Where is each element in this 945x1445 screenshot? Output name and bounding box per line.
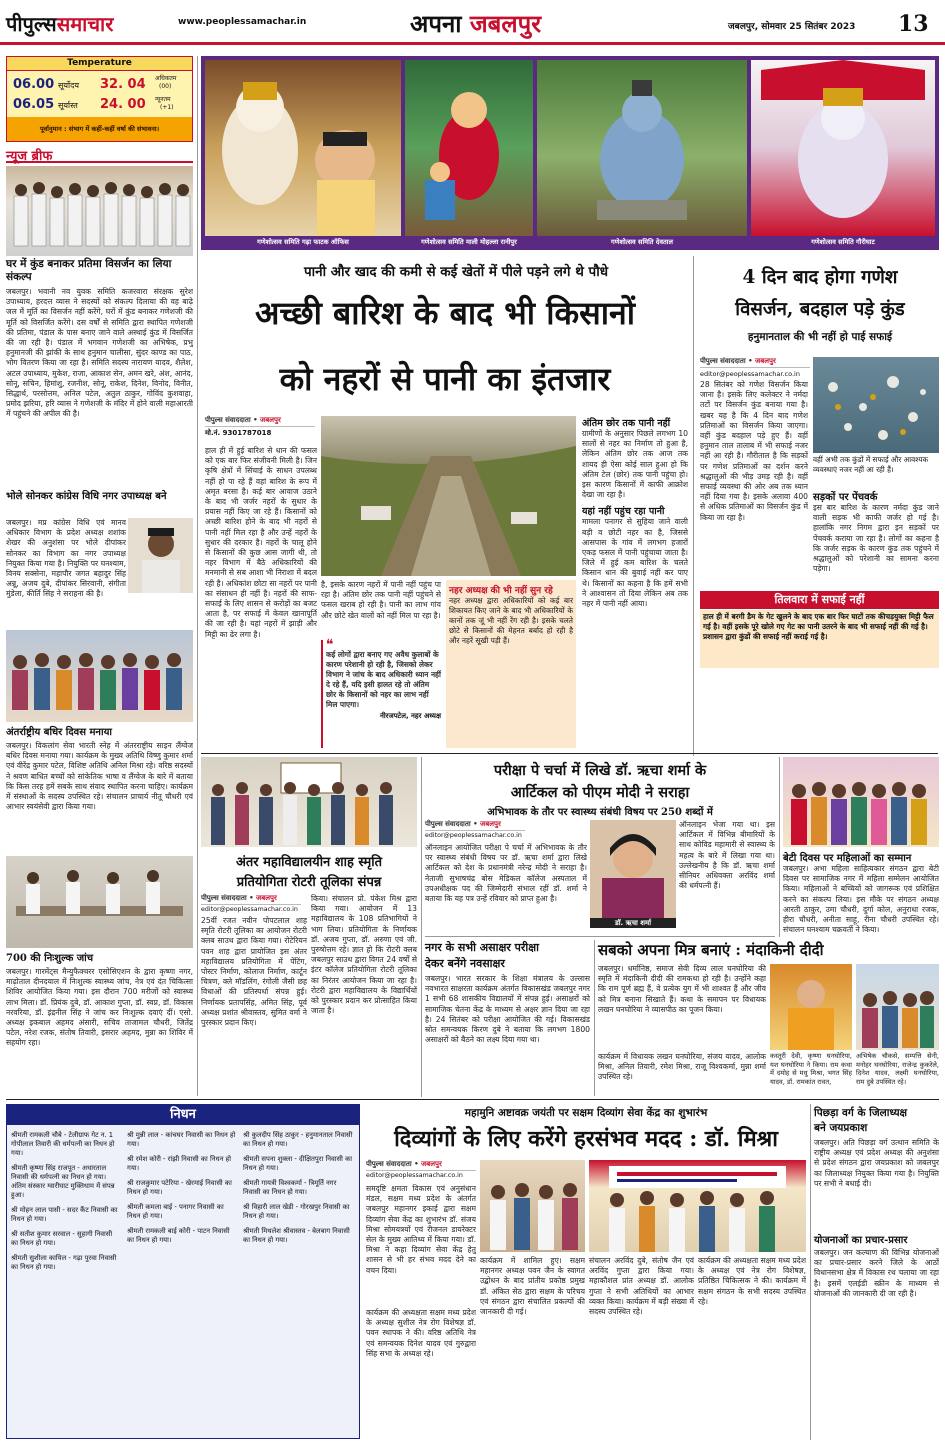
section-title	[410, 7, 541, 40]
ashtavakra-body: समदृष्टि क्षमता विकास एवं अनुसंधान मंडल, सक्षम मध्य प्रदेश के अंतर्गत जबलपुर महानगर इकाई द्वारा सक्षम दिव्यांग सेवा केंद्र का शुभारंभ डॉ. संजय मिश्रा सोमयत्रयों एवं रीजनल डायरेक्टर सेल के मुख्य आतिथ्य में किया गया। डॉ. मिश्रा ने कहा दिव्यांग सेवा केंद्र हेतु शासन से भी हर संभव मदद देने का वचन दिया।	[366, 1184, 476, 1275]
ganesh-sub2: सड़कों पर पेंचवर्क	[813, 492, 878, 503]
ashtavakra-byline-place: जबलपुर	[421, 1160, 442, 1168]
nidhan-item: श्रीमती सुशीला कायिल - गढ़ा पुरवा निवासी का निधन हो गया।	[11, 1254, 117, 1271]
nidhan-item: श्रीमती सपना शुक्ला - दीक्षितपुरा निवासी का निधन हो गया।	[243, 1155, 353, 1172]
woman-portrait-icon	[590, 820, 676, 918]
news-brief-label	[6, 145, 193, 163]
sunrise-time: 06.00	[13, 77, 55, 92]
saint-icon	[770, 964, 852, 1050]
rotary-headline-2: प्रतियोगिता रोटरी तूलिका संपन्न	[236, 875, 382, 890]
lead-quote-text: कई लोगों द्वारा बनाए गए अवैध कुलाबों के कारण परेशानी हो रही है, जिसको लेकर विभाग ने जांच के बाद अधिकारी ध्यान नहीं दे रहे हैं, यदि इसी हालत रहे तो अंतिम छोर के किसानों को नहर का लाभ नहीं मिल पाएगा।	[326, 650, 441, 709]
dirty-water-icon	[813, 357, 939, 453]
pmmodi-byline-reporter: पीपुल्स संवाददाता	[425, 820, 471, 828]
ashtavakra-photo-2	[589, 1160, 806, 1252]
ashtavakra-rule	[810, 1104, 811, 1440]
ganesh-kund-photo	[813, 357, 939, 453]
mid-rule	[201, 753, 938, 754]
min-temp-dev: (+1)	[160, 104, 174, 111]
exam-rule	[425, 936, 775, 937]
obc-headline-2: बने जयप्रकाश	[814, 1122, 868, 1134]
brief1-photo	[6, 166, 193, 256]
sunset-label: सूर्यास्त	[58, 101, 78, 110]
strip-photo-4	[751, 60, 935, 236]
byline-reporter: पीपुल्स संवाददाता	[205, 416, 251, 424]
lead-col3-body: ग्रामीणों के अनुसार पिछले लगभग 10 सालों से नहर का निर्माण तो हुआ है, लेकिन अंतिम छोर तक आज तक शायद ही ऐसा कोई साल हुआ हो कि अंतिम टेल (छोर) तक पानी पहुंचा हो। इस कारण किसानों में काफी आक्रोश देखा जा रहा है।	[582, 429, 688, 500]
ganesh-byline: पीपुल्स संवाददाता • जबलपुर	[700, 357, 810, 368]
lead-kicker: पानी और खाद की कमी से कई खेतों में पीले पड़ने लगे थे पौधे	[303, 264, 609, 280]
lead-photo-caption-body: नहर अध्यक्ष द्वारा अधिकारियों को कई बार शिकायत किए जाने के बाद भी अधिकारियों के कानों तक जूं भी नहीं रेंग रही है। इसके चलते छोटे से किसानों की मेहनत बर्बाद हो रही है और नहरें सूखी पड़ी हैं।	[449, 596, 573, 645]
brief3-headline: अंतर्राष्ट्रीय बधिर दिवस मनाया	[6, 727, 112, 738]
ashtavakra-headline: दिव्यांगों के लिए करेंगे हरसंभव मदद : डॉ. मिश्रा	[394, 1126, 778, 1152]
nidhan-item: श्री सतीश कुमार सरवाल - सुहागी निवासी का निधन हो गया।	[11, 1230, 113, 1247]
pmmodi-portrait-caption: डॉ. ऋचा शर्मा	[590, 918, 676, 928]
lower-rule	[6, 1099, 939, 1100]
nidhan-item: श्रीमती मिथलेश श्रीवास्तव - बेलबाग निवासी का निधन हो गया।	[243, 1227, 350, 1244]
news-brief-title: न्यूज ब्रीफ	[6, 149, 53, 164]
nidhan-item: श्रीमती रामकली चौबे - टेलीग्राफ गेट न. 1 गोपीलाल तिवारी की धर्मपत्नी का निधन हो गया।	[11, 1131, 115, 1157]
page-number: 13	[898, 11, 929, 37]
max-temp-label: अधिकतम	[155, 75, 177, 82]
shiva-idol-icon	[537, 60, 747, 236]
nidhan-item: श्रीमती गायत्री विश्वकर्मा - त्रिमूर्ति नगर निवासी का निधन हो गया।	[243, 1179, 337, 1196]
lead-right-rule	[693, 256, 694, 756]
ganesh-idol-icon	[205, 60, 401, 236]
ganesh-pandal-icon	[751, 60, 935, 236]
nidhan-col-3	[243, 1131, 355, 1436]
pmmodi-byline: पीपुल्स संवाददाता • जबलपुर	[425, 820, 525, 831]
nidhan-item: श्रीमती कृष्णा सिंह राजपूत - अधारताल निवासी की धर्मपत्नी का निधन हो गया। अंतिम संस्कार ग्वारीघाट मुक्तिधाम में संपन्न हुआ।	[11, 1164, 115, 1199]
mandakini-caption-2: अभिषेक चौकसे, सम्पत्ति सेनी, मनोहर घनघोरिया, राजेन्द्र कुकरेले, दिनेश यादव, लक्ष्मी घनघोरिया, राम दुबे उपस्थित रहे।	[856, 1052, 939, 1086]
ganesh-email[interactable]: editor@peoplessamachar.co.in	[700, 370, 800, 378]
strip-caption-1: गणेशोत्सव समिति गढ़ा फाटक ऑफिस	[257, 238, 349, 246]
mandakini-body2: कार्यक्रम में विधायक लखन घनघोरिया, संजय यादव, आलोक मिश्रा, अनिल तिवारी, रमेश मिश्रा, राजू विश्वकर्मा, मुन्ना शर्मा उपस्थित रहे।	[598, 1052, 766, 1082]
people-silhouettes-icon	[6, 166, 193, 256]
masthead-rule	[0, 42, 945, 45]
pmmodi-headline-1: परीक्षा पे चर्चा में लिखे डॉ. ऋचा शर्मा के	[493, 762, 707, 779]
sunset-time: 06.05	[13, 97, 55, 112]
ganesh-photo-caption: वहीं अभी तक कुंडों में सफाई और आवश्यक व्यवस्थाएं नजर नहीं आ रही हैं।	[813, 455, 929, 474]
rotary-email[interactable]: editor@peoplessamachar.co.in	[201, 906, 298, 913]
rotary-byline-reporter: पीपुल्स संवाददाता	[201, 894, 247, 902]
strip-caption-4: गणेशोत्सव समिति गौरीघाट	[811, 238, 875, 246]
ashtavakra-byline-reporter: पीपुल्स संवाददाता	[366, 1160, 412, 1168]
brand-logo	[6, 10, 113, 37]
masthead	[0, 0, 945, 44]
obc-body: जबलपुर। अति पिछड़ा वर्ग उत्थान समिति के राष्ट्रीय अध्यक्ष एवं प्रदेश अध्यक्ष की अनुशंसा से प्रदेश संगठन द्वारा जयप्रकाश को जबलपुर का जिलाध्यक्ष नियुक्त किया गया है। नियुक्ति पर सभी ने बधाई दी।	[814, 1138, 939, 1188]
brief2-portrait	[128, 518, 193, 593]
lead-col3-body2: मामला पनागर से सुहिया जाने वाली बड़ी व छोटी नहर का है, जिससे आसपास के गांव में लगभग हजारों एकड़ फसल में पानी पहुंचाया जाता है। जिले में हुई कम बारिश के चलते किसान धान की बुवाई नहीं कर पाए थे। किसानों का कहना है कि हमें सभी ने आश्वासन तो दिया लेकिन अब तक नहर में पानी नहीं आया।	[582, 517, 688, 609]
brand-name-a: पीपुल्स	[6, 12, 57, 36]
brand-name-b: समाचार	[56, 12, 114, 36]
ceremony-icon	[480, 1160, 585, 1252]
pmmodi-headline-2: आर्टिकल को पीएम मोदी ने सराहा	[510, 784, 690, 801]
rotary-byline-place: जबलपुर	[256, 894, 277, 902]
section-title-b: जबलपुर	[469, 9, 542, 38]
mandakini-headline: सबको अपना मित्र बनाएं : मंदाकिनी दीदी	[598, 941, 824, 959]
brief3-body: जबलपुर। विकलांग सेवा भारती स्नेह में अंतरराष्ट्रीय साइन लैंग्वेज बधिर दिवस मनाया गया। कार्यक्रम के मुख्य अतिथि विष्णु कुमार शर्मा एवं वीरेंद्र कुमार पटेल, विशिष्ट अतिथि अनिल मिश्रा रहे। वरिष्ठ सदस्यों ने श्रवण बाधित बच्चों को सांकेतिक भाषा व लैंग्वेज के बारे में बताया कि किस तरह हमें सबके साथ संवाद स्थापित करना चाहिए। कार्यक्रम में संस्थाओं के सदस्य उपस्थित रहे। संचालन प्राचार्य नीतू चौधरी एवं आभार स्वयंसेवी द्वारा किया गया।	[6, 741, 193, 812]
strip-caption-2: गणेशोत्सव समिति माली मोहल्ला रानीपुर	[421, 238, 517, 246]
lead-headline-1: अच्छी बारिश के बाद भी किसानों	[254, 294, 636, 332]
dry-canal-icon	[321, 416, 576, 576]
weather-box	[6, 56, 193, 142]
sunrise-label: सूर्योदय	[58, 81, 80, 90]
ashtavakra-kicker: महामुनि अष्टावक्र जयंती पर सक्षम दिव्यांग सेवा केंद्र का शुभारंभ	[464, 1107, 708, 1119]
strip-photo-1	[205, 60, 401, 236]
brief4-headline: 700 की निःशुल्क जांच	[6, 953, 94, 964]
ganesh-byline-place: जबलपुर	[755, 357, 776, 365]
brief3-photo	[6, 630, 193, 722]
lead-photo	[321, 416, 576, 576]
betiday-headline: बेटी दिवस पर महिलाओं का सम्मान	[783, 853, 912, 864]
website-url[interactable]: www.peoplessamachar.in	[178, 17, 307, 27]
rotary-photo	[201, 757, 417, 847]
pmmodi-body2: ऑनलाइन भेजा गया था। इस आर्टिकल में विभिन्न बीमारियों के साथ कोविड महामारी से स्वास्थ्य के महत्व के बारे में लिखा गया था। उल्लेखनीय है कि डॉ. ऋचा शर्मा सीनियर अधिवक्ता अरविंद शर्मा की धर्मपत्नी हैं।	[679, 820, 775, 891]
mandakini-body: जबलपुर। धर्मानिष्ठ, समाज सेवी दिव्य लाल घनघोरिया की स्मृति में मंदाकिनी दीदी की रामकथा हो रही है। उन्होंने कहा कि राम पूर्ण ब्रह्म हैं, वे प्रत्येक युग में भी शाश्वत हैं और जीव को मित्र बनाना सिखाते हैं। कथा के समापन पर विधायक लखन घनघोरिया ने व्यासपीठ का पूजन किया।	[598, 964, 766, 1014]
exam-body: जबलपुर। भारत सरकार के शिक्षा मंत्रालय के उल्लास नवभारत साक्षरता कार्यक्रम अंतर्गत विकासखंड जबलपुर नगर 1 सभी 68 शासकीय विद्यालयों में संपन्न हुई। असाक्षरों को सामाजिक चेतना केंद्र के माध्यम से अक्षर ज्ञान दिया जा रहा है। 24 सितंबर को परीक्षा आयोजित की गई। विकासखंड स्रोत समन्वयक किरण दुबे ने बताया कि लगभग 1800 असाक्षरों को बैठने का लक्ष्य दिया गया था।	[425, 974, 590, 1045]
section-title-a: अपना	[410, 9, 462, 38]
ashtavakra-email[interactable]: editor@peoplessamachar.co.in	[366, 1172, 463, 1179]
brief2-body: जबलपुर। मप्र कांग्रेस विधि एवं मानव अधिकार विभाग के प्रदेश अध्यक्ष शशांक शेखर की अनुशंसा पर भोले दीपांकर सोनकर का विभाग का नगर उपाध्यक्ष नियुक्त किया गया है। नियुक्ति पर घनश्याम, विनय सक्सेना, महापौर जगत बहादुर सिंह अन्नू, अजय दुबे, दीपांकर सिरवानी, संगीता मुंडेला, कीर्ति सिंह ने सराहना की है।	[6, 518, 126, 599]
ganesh-headline-2: विसर्जन, बदहाल पड़े कुंड	[735, 299, 905, 320]
pmmodi-email[interactable]: editor@peoplessamachar.co.in	[425, 832, 522, 839]
photo-strip	[201, 56, 939, 250]
women-group-icon	[783, 757, 939, 847]
nidhan-title: निधन	[7, 1105, 359, 1125]
exam-rule-v	[594, 940, 595, 1096]
dateline: जबलपुर, सोमवार 25 सितंबर 2023	[728, 22, 856, 32]
ganesh-byline-reporter: पीपुल्स संवाददाता	[700, 357, 746, 365]
nidhan-col-2	[127, 1131, 237, 1436]
lead-body-col2: है, इसके कारण नहरों में पानी नहीं पहुंच पा रहा है। अंतिम छोर तक पानी नहीं पहुंचने से फसल खराब हो रही है। पानी का लाभ गांव और छोटे खेत वालों को नहीं मिल पा रहा है।	[321, 580, 441, 620]
strip-caption-3: गणेशोत्सव समिति देवताल	[611, 238, 673, 246]
temple-idol-icon	[405, 60, 533, 236]
seva-kendra-banner-icon	[589, 1160, 806, 1252]
nidhan-col-1	[11, 1131, 121, 1436]
lead-phone: मो.नं. 9301787018	[205, 429, 272, 437]
rotary-body-1: 25वीं रजत नवीन पोपटलाल शाह स्मृति रोटरी तूलिका का आयोजन रोटरी क्लब साउथ द्वारा किया गया। रोटेरियन पवन शाह द्वारा प्रायोजित इस अंतर महाविद्यालय प्रतियोगिता में पेंटिंग, पोस्टर निर्माण, कोलाज निर्माण, कार्टून चित्रण, क्ले मॉडलिंग, रंगोली जैसी छह विधाओं की प्रतिस्पर्धा संपन्न हुई। निर्णायक प्रतापसिंह, अमित सिंह, पूर्व अध्यक्ष प्रशांत श्रीवास्तव, सुमित वर्मा ने पुरस्कार प्रदान किए।	[201, 916, 307, 1028]
brief1-headline: घर में कुंड बनाकर प्रतिमा विसर्जन का लिया संकल्प	[6, 258, 172, 283]
lead-col3-head2: यहां नहीं पहुंच रहा पानी	[582, 506, 665, 518]
max-temp: 32. 04	[100, 77, 146, 92]
nidhan-item: श्री राजकुमार पटेरिया - खेरमाई निवासी का निधन हो गया।	[127, 1179, 232, 1196]
rotary-rule	[421, 757, 422, 1097]
nidhan-item: श्रीमती कमला बाई - पनागर निवासी का निधन हो गया।	[127, 1203, 224, 1220]
lead-quote-by: नीरजपटेल, नहर अध्यक्ष	[379, 712, 441, 720]
nidhan-item: श्री मुन्नी लाल - कांचघर निवासी का निधन हो गया।	[127, 1131, 236, 1148]
pmmodi-byline-place: जबलपुर	[480, 820, 501, 828]
ganesh-band: तिलवारा में सफाई नहीं	[700, 591, 939, 609]
ganesh-body2: इस बार बारिश के कारण नर्मदा कुंड जाने वाली सड़क भी काफी जर्जर हो गई है। हालांकि नगर निगम द्वारा इन सड़कों पर पेंचवर्क कराया जा रहा है। लोगों का कहना है कि जर्जर सड़क के कारण कुंड तक पहुंचने में श्रद्धालुओं को परेशानी का सामना करना पड़ेगा।	[813, 503, 939, 574]
left-column-rule	[197, 56, 198, 1096]
min-temp-label: न्यूनतम	[155, 96, 171, 103]
pmmodi-sub: अभिभावक के तौर पर स्वास्थ्य संबंधी विषय पर 250 शब्दों में	[487, 807, 713, 818]
rotary-body-2: किया। संचालन प्रो. पंकेश मिश्र द्वारा किया गया। आयोजन में 13 महाविद्यालय के 108 प्रतिभागियों ने भाग लिया। प्रतियोगिता के निर्णायक डॉ. अजय गुप्ता, डॉ. अरुणा एवं जी. पुरुषोत्तम रहे। ज्ञात हो कि रोटरी क्लब जबलपुर साउथ द्वारा विगत 24 वर्षों से इंटर कॉलेज प्रतियोगिता रोटरी तूलिका का निरंतर आयोजन किया जा रहा है। रोटरी द्वारा महाविद्यालय के विद्यार्थियों को पुरस्कार प्रदान कर प्रोत्साहित किया जाता है।	[311, 894, 417, 1016]
obc-sub: योजनाओं का प्रचार-प्रसार	[814, 1235, 908, 1246]
rotary-headline-1: अंतर महाविद्यालयीन शाह स्मृति	[235, 855, 383, 870]
betiday-body: जबलपुर। अभा महिला साहित्यकार संगठन द्वारा बेटी दिवस पर सामाजिक नगर में महिला सम्मेलन आयोजित किया। महिलाओं ने बच्चियों को जागरूक एवं प्रशिक्षित करने का संकल्प लिया। इस मौके पर संगठन अध्यक्ष आरती ठाकुर, उमा चौधरी, दुर्गा कोल, अनुराधा रजक, हीरा चौधरी, अनीता साहू, रीना चौधरी उपस्थित रहे। संचालन घनश्याम चक्रवर्ती ने किया।	[783, 864, 939, 935]
audience-icon	[856, 964, 939, 1050]
rotary-byline: पीपुल्स संवाददाता • जबलपुर	[201, 894, 301, 905]
ganesh-body: 28 सितंबर को गणेश विसर्जन किया जाना है। इसके लिए कलेक्टर ने नर्मदा तटों पर विसर्जन कुंड बनाया गया है। खबर यह है कि 4 दिन बाद गणेश प्रतिमाओं का विसर्जन किया जाएगा। वहीं कुंड बदहाल पड़े हुए हैं। वहीं हनुमान ताल तालाब में भी सफाई नजर नहीं आ रही है। गौरीताल है कि सड़कों पर गणेश प्रतिमाओं का दर्शन करने श्रद्धालुओं की भीड़ उमड़ रही है। वहीं सफाई व्यवस्था की ओर अब तक ध्यान नहीं दिया गया है। इसके अलावा 400 से अधिक प्रतिमाओं का विसर्जन कुंड में किया जा रहा है।	[700, 380, 808, 522]
ashtavakra-body-3: कार्यक्रम में शामिल हुए। सक्षम महानगर अध्यक्ष पवन जैन के स्वागत उद्बोधन के बाद प्रांतीय प्रकोष्ठ प्रमुख डॉ. अंकित सेठ द्वारा सक्षम के परिचय एवं संगठन द्वारा संचालित प्रकल्पों की जानकारी दी गई।	[480, 1256, 585, 1317]
lead-photo-caption-head: नहर अध्यक्ष की भी नहीं सुन रहे	[449, 586, 553, 596]
mandakini-caption-1: कस्तूरी देवी, कृष्णा घनघोरिया, यश घनघोरिया ने किया। राम कथा में दमोह से मधु मिश्रा, भगत सिंह यादव, डॉ. रामकांत रावत,	[770, 1052, 852, 1086]
pmmodi-rule	[779, 757, 780, 937]
health-camp-icon	[6, 856, 193, 948]
exam-headline-1: नगर के सभी असाक्षर परीक्षा	[425, 941, 539, 954]
ashtavakra-byline: पीपुल्स संवाददाता • जबलपुर	[366, 1160, 476, 1171]
lead-quote	[321, 637, 441, 748]
pmmodi-body: ऑनलाइन आयोजित परीक्षा पे चर्चा में अभिभावक के तौर पर स्वास्थ्य संबंधी विषय पर डॉ. ऋचा शर्मा द्वारा लिखे आर्टिकल को देश के प्रधानमंत्री नरेन्द्र मोदी ने सराहा है। नेताजी सुभाषचंद्र बोस मेडिकल कॉलेज अस्पताल में उपअधीक्षक पद की जिम्मेदारी संभाल रहीं डॉ. शर्मा ने बताया कि यह पत्र उन्हें रविवार को प्राप्त हुआ है।	[425, 843, 587, 904]
ashtavakra-photo-1	[480, 1160, 585, 1252]
obc-headline-1: पिछड़ा वर्ग के जिलाध्यक्ष	[814, 1107, 908, 1119]
min-temp: 24. 00	[100, 97, 146, 112]
obc-body-2: जबलपुर। जन कल्याण की विभिन्न योजनाओं का प्रचार-प्रसार करने जिले के आठों विधानसभा क्षेत्र में विकास रथ चलाया जा रहा है। इसमें एलईडी स्क्रीन के माध्यम से योजनाओं की जानकारी दी जा रही है।	[814, 1248, 939, 1298]
byline-place: जबलपुर	[260, 416, 281, 424]
weather-forecast: पूर्वानुमान : संभाग में कहीं-कहीं वर्षा की संभावना।	[7, 117, 192, 141]
lead-col3	[582, 416, 688, 748]
lead-headline-2: को नहरों से पानी का इंतजार	[279, 360, 611, 398]
weather-title: Temperature	[7, 57, 192, 71]
strip-photo-2	[405, 60, 533, 236]
strip-photo-3	[537, 60, 747, 236]
mandakini-photo-1	[770, 964, 852, 1050]
group-photo-icon	[6, 630, 193, 722]
nidhan-item: श्री रमेश कोरी - रांझी निवासी का निधन हो गया।	[127, 1155, 231, 1172]
pmmodi-portrait	[590, 820, 676, 918]
nidhan-item: श्री कुलदीप सिंह ठाकुर - हनुमानताल निवासी का निधन हो गया।	[243, 1131, 353, 1148]
lead-col3-head: अंतिम छोर तक पानी नहीं	[582, 418, 671, 429]
lead-body-col1: हाल ही में हुई बारिश से धान की फसल को एक बार फिर संजीवनी मिली है। जिन कृषि क्षेत्रों में सिंचाई के साधन उपलब्ध नहीं हो पा रहे हैं वहां बारिश के रूप में अमृत बरसा है। कई बार आवाज उठाने के बाद भी जर्जर नहरों के सुधार के प्रयास नहीं किए जा रहे हैं। किसानों को अच्छी बारिश होने के बाद भी नहरों से पानी नहीं मिल रहा है और उन्हें नहरों के सुधार की दरकार है। नहरों के चालू होने से किसानों की कुछ आस जागी थी, तो नहर विभाग में बैठे अधिकारियों की मनमानी से सब आशा भी निराशा में बदल रही है। अधिकांश छोटा सा नहरों पर पानी का संसाधन ही नहीं है। नहरों की साफ-सफाई के लिए शासन से करोड़ों का बजट आता है, पर सफाई में केवल खानापूर्ति की जा रही है। यहां नहरों में झाड़ी और मिट्टी का ढेर लगा है।	[205, 446, 317, 639]
ganesh-headline-1: 4 दिन बाद होगा गणेश	[742, 267, 898, 288]
exam-headline-2: देकर बनेंगे नवसाक्षर	[425, 957, 505, 970]
nidhan-item: श्री विहारी लाल खेडी - गोरखपुर निवासी का निधन हो गया।	[243, 1203, 350, 1220]
lead-byline: पीपुल्स संवाददाता • जबलपुर	[205, 416, 315, 427]
ashtavakra-body-4: संचालन अरविंद दुबे, संतोष जैन एवं अरविंद गुप्ता द्वारा किया गया। महाकौशल प्रांत अध्यक्ष डॉ. आलोक गुप्ता ने सभी अतिथियों का आभार व्यक्त किया। कार्यक्रम में बड़ी संख्या में सदस्य उपस्थित रहे।	[589, 1256, 694, 1317]
ashtavakra-body-2: कार्यक्रम की अध्यक्षता सक्षम मध्य प्रदेश के अध्यक्ष सुशील नेत्र रोग विशेषज्ञ डॉ. पवन स्थापक ने की। वरिष्ठ अतिथि नेत्र एवं समन्वयक दिनेश यादव एवं गुरुद्वारा सिंह सभा के अध्यक्ष रहे।	[366, 1308, 476, 1358]
brief4-photo	[6, 856, 193, 948]
ganesh-band-body: हाल ही में बरगी डैम के गेट खुलने के बाद एक बार फिर घाटों तक कीचड़युक्त मिट्टी फैल गई है। वहीं इसके पूरे खोले गए गेट का पानी उतरने के बाद भी सफाई नहीं की गई है। प्रशासन द्वारा कुंडों की सफाई नहीं कराई गई है।	[700, 610, 939, 668]
max-temp-dev: (00)	[159, 83, 172, 90]
ashtavakra-body-5: कार्यक्रम की अध्यक्षता सक्षम मध्य प्रदेश के अध्यक्ष एवं नेत्र रोग विशेषज्ञ, प्रतिष्ठित चिकित्सक ने की। कार्यक्रम में सक्षम संगठन के सभी सदस्य उपस्थित रहे।	[698, 1256, 806, 1306]
betiday-photo	[783, 757, 939, 847]
ganesh-sub: हनुमानताल की भी नहीं हो पाई सफाई	[747, 331, 893, 343]
lead-photo-caption	[446, 580, 576, 748]
brief2-headline: भोले सोनकर कांग्रेस विधि नगर उपाध्यक्ष बने	[6, 491, 167, 502]
nidhan-item: श्री मोहन लाल पासी - सदर कैंट निवासी का निधन हो गया।	[11, 1206, 118, 1223]
brief4-body: जबलपुर। गारमेंट्स मैन्युफैक्चरर एसोसिएशन के द्वारा कृष्णा नगर, माढ़ोताल दीनदयाल में निःशुल्क स्वास्थ्य जांच, नेत्र एवं दंत चिकित्सा शिविर आयोजित किया गया। इस दौरान 700 मरीजों को स्वास्थ्य लाभ मिला। डॉ. प्रियंक दुबे, डॉ. आकाश गुप्ता, डॉ. स्वप्न, डॉ. विकास नरवरिया, डॉ. इंद्रनील सिंह ने जांच कर निःशुल्क दवाएं दीं। एसो. अध्यक्ष इकबाल अहमद अंसारी, सचिव ताजामल चौधरी, जितेंद्र पटेल, नरेश रजक, संतोष तिवारी, इसरार अहमद, मुन्ना का शिविर में सहयोग रहा।	[6, 967, 193, 1048]
brief1-body: जबलपुर। भवानी नव युवक समिति कजरवारा संरक्षक सुरेश उपाध्याय, हरदत्त व्यास ने सदस्यों को संकल्प दिलाया की वह बाढ़े जल में मूर्ति का विसर्जन नहीं करेंगे, घरों में कुंड बनाकर गणेशजी की मूर्ति को विसर्जित करेंगे। दस वर्षों से समिति द्वारा स्थापित गणेशजी की प्रतिमा, पंडाल के पास बनाए जाने वाले अस्थाई कुंड में विसर्जित की जा रही है। पंडाल में भगवान गणेशजी का अभिषेक, प्रभु हनुमानजी की झांकी के साथ हनुमान चालीसा, सुंदर काण्ड का पाठ, भोग वितरण किया जा रहा है। समिति सदस्य नारायण यादव, शैलेश, अटल उपाध्याय, मुकेश, राजा, आकाश सेन, अमन खरे, अंश, आनंद, सोनू, सचिन, हिमांशु, रजनीश, सोनू, राकेश, दिनेश, विनोद, विनीत, सिद्धार्थ, परसोत्तम, अनिल पटेल, अतुल ठाकुर, गोविंद कुशवाहा, प्रमोद झरिया, हरि व्यास ने गणेशजी के मंदिर में होने वाली महाआरती में पहुंचने की अपील की है।	[6, 287, 193, 419]
portrait-icon	[128, 518, 193, 593]
nidhan-box	[6, 1104, 360, 1439]
mandakini-photo-2	[856, 964, 939, 1050]
award-ceremony-icon	[201, 757, 417, 847]
nidhan-item: श्रीमती रामकली बाई कोरी - पाटन निवासी का निधन हो गया।	[127, 1227, 230, 1244]
quote-mark-icon: ❝	[326, 637, 334, 653]
